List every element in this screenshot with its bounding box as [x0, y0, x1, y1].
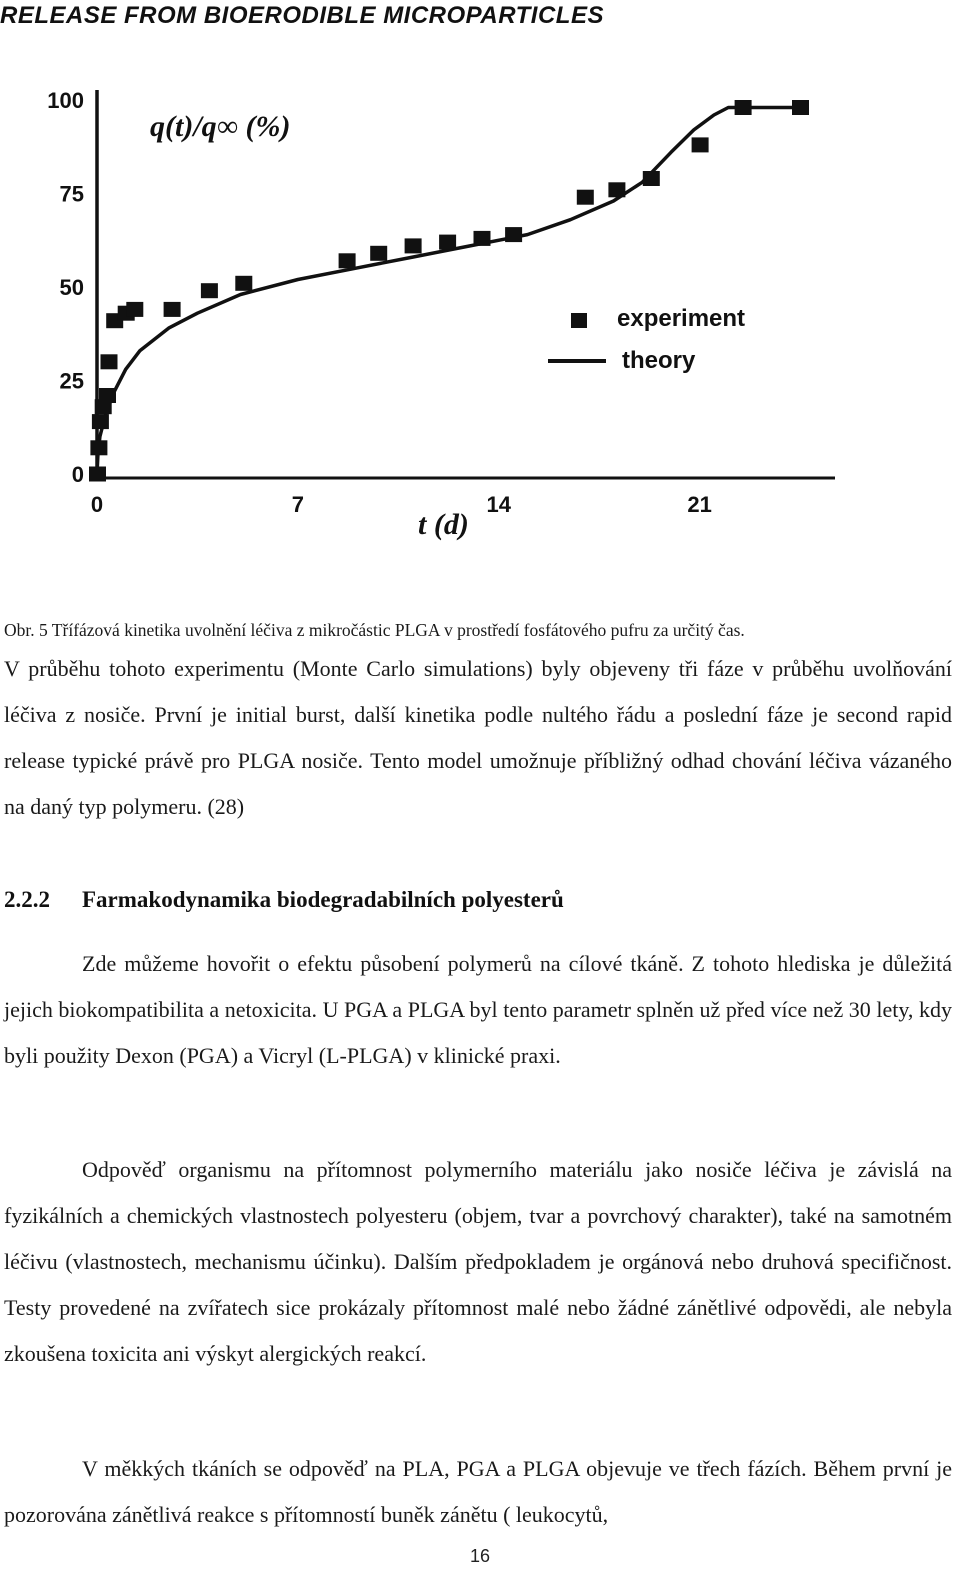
x-tick-label: 0	[90, 492, 104, 517]
section-title: Farmakodynamika biodegradabilních polyesterů	[82, 887, 564, 912]
page-number: 16	[469, 1546, 491, 1566]
experiment-point	[692, 137, 709, 152]
experiment-point	[735, 100, 752, 115]
experiment-point	[99, 388, 116, 403]
experiment-point	[92, 414, 109, 429]
x-tick-label: 21	[687, 492, 712, 517]
experiment-point	[89, 467, 106, 482]
experiment-point	[235, 276, 252, 291]
legend-experiment-marker	[571, 313, 587, 328]
figure-caption: Obr. 5 Třífázová kinetika uvolnění léčiva z mikročástic PLGA v prostředí fosfátového pufru za určitý čas.	[4, 620, 745, 640]
x-tick-label: 7	[291, 492, 304, 517]
legend-experiment-label: experiment	[617, 305, 746, 332]
figure-header: RELEASE FROM BIOERODIBLE MICROPARTICLES	[0, 2, 604, 29]
paragraph-4: V měkkých tkáních se odpověď na PLA, PGA a PLGA objevuje ve třech fázích. Během první je pozorována zánětlivá reakce s přítomností buněk zánětu ( leukocytů,	[4, 1456, 952, 1527]
section-heading	[4, 887, 564, 913]
experiment-point	[101, 354, 118, 369]
section-number: 2.2.2	[4, 887, 50, 912]
experiment-point	[164, 302, 181, 317]
y-tick-label: 100	[47, 88, 84, 113]
paragraph-3: Odpověď organismu na přítomnost polymerního materiálu jako nosiče léčiva je závislá na fyzikálních a chemických vlastnostech polyesteru (objem, tvar a povrchový charakter), také na samotném léčivu (vlastnostech, mechanismu účinku). Dalším předpokladem je orgánová nebo druhová specifičnost. Testy provedené na zvířatech sice prokázaly přítomnost malé nebo žádné zánětlivé odpovědi, ale nebyla zkoušena toxicita ani výskyt alergických reakcí.	[4, 1157, 952, 1366]
experiment-point	[405, 238, 422, 253]
paragraph-1: V průběhu tohoto experimentu (Monte Carlo simulations) byly objeveny tři fáze v průběhu uvolňování léčiva z nosiče. První je initial burst, další kinetika podle nultého řádu a poslední fáze je second rapid release typické právě pro PLGA nosiče. Tento model umožnuje příbližný odhad chování léčiva vázaného na daný typ polymeru. (28)	[4, 656, 952, 819]
y-tick-label: 0	[71, 462, 84, 487]
experiment-point	[577, 190, 594, 205]
experiment-point	[643, 171, 660, 186]
y-axis-label: q(t)/q∞ (%)	[150, 110, 291, 143]
experiment-point	[370, 246, 387, 261]
legend-theory-label: theory	[622, 347, 696, 374]
experiment-point	[90, 440, 107, 455]
release-chart	[0, 40, 960, 560]
experiment-point	[439, 235, 456, 250]
experiment-point	[339, 253, 356, 268]
y-tick-label: 50	[59, 275, 84, 300]
experiment-point	[126, 302, 143, 317]
experiment-point	[474, 231, 491, 246]
paragraph-2: Zde můžeme hovořit o efektu působení polymerů na cílové tkáně. Z tohoto hlediska je důležitá jejich biokompatibilita a netoxicita. U PGA a PLGA byl tento parametr splněn už před více než 30 lety, kdy byli použity Dexon (PGA) a Vicryl (L-PLGA) v klinické praxi.	[4, 951, 952, 1068]
x-axis-label: t (d)	[418, 508, 469, 541]
experiment-point	[505, 227, 522, 242]
y-tick-label: 25	[59, 368, 84, 394]
y-tick-label: 75	[59, 181, 84, 207]
experiment-point	[201, 283, 218, 298]
x-tick-label: 14	[486, 492, 511, 517]
experiment-point	[792, 100, 809, 115]
legend	[548, 305, 745, 374]
experiment-point	[608, 182, 625, 197]
